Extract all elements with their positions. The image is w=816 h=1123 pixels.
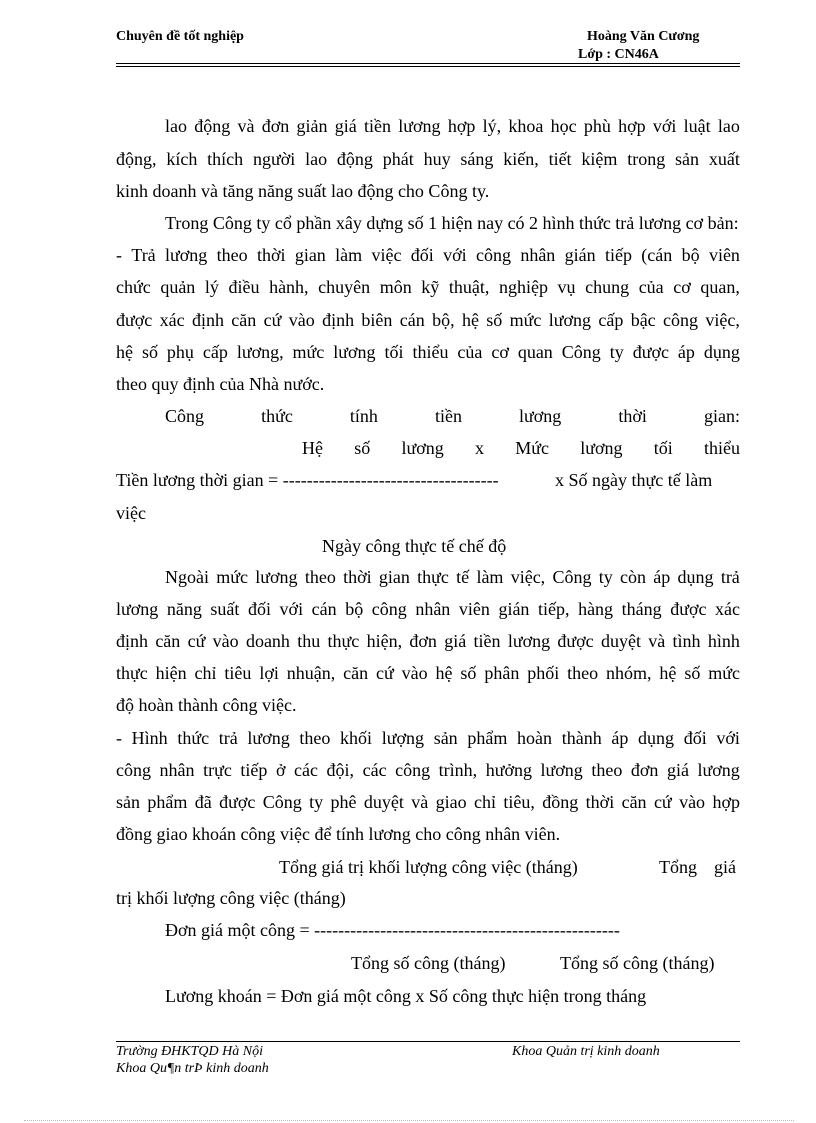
word: hiện (155, 663, 187, 683)
word: bậc (630, 310, 656, 330)
word: cơ (673, 277, 691, 297)
word: hành, (269, 277, 309, 297)
word: bộ (345, 599, 364, 619)
word: giá (666, 760, 689, 780)
word: nhân (159, 760, 195, 780)
word: được (632, 342, 669, 362)
word: tiêu (224, 663, 252, 683)
word: kích (166, 149, 198, 169)
body-line: kinh doanh và tăng năng suất lao động cho Công ty. (116, 181, 490, 201)
word: biên (361, 310, 393, 330)
word: Ngoài (165, 567, 209, 587)
word: với (443, 245, 467, 265)
word: luật (683, 116, 711, 136)
word: khối (340, 728, 373, 748)
word: hệ (461, 310, 479, 330)
word: Hình (131, 728, 168, 748)
word: quan, (700, 277, 740, 297)
word: lao (717, 116, 740, 136)
word: kiến, (503, 149, 539, 169)
body-line: đồng giao khoán công việc để tính lương cho công nhân viên. (116, 824, 561, 844)
word: gian (378, 567, 410, 587)
word: phẩm (147, 792, 188, 812)
word: mức (509, 310, 542, 330)
word: tối (384, 342, 404, 362)
body-line (116, 598, 740, 620)
word: xuất (708, 149, 740, 169)
word: công (663, 310, 699, 330)
word: các (294, 760, 318, 780)
body-line (116, 276, 740, 298)
word: tiêu, (503, 792, 535, 812)
word: đơn (409, 631, 437, 651)
word: bộ (681, 245, 700, 265)
word: lao (305, 149, 328, 169)
footer-faculty-garbled: Khoa Qu¶n trÞ kinh doanh (116, 1061, 269, 1076)
body-line (165, 566, 740, 588)
word: với (716, 728, 740, 748)
word: hoàn (517, 728, 553, 748)
word: Công (561, 342, 601, 362)
word: lương (255, 567, 298, 587)
word: môn (379, 277, 412, 297)
word: phẩm (467, 728, 508, 748)
word: (cán (641, 245, 673, 265)
formula-lhs: Đơn giá một công = --------------------------------------------------- (165, 920, 620, 940)
header-title: Chuyên đề tốt nghiệp (116, 29, 244, 44)
word: khoa (508, 116, 544, 136)
word: doanh (245, 631, 290, 651)
word: cơ (491, 342, 509, 362)
word: phê (330, 792, 357, 812)
word: đơn (261, 116, 290, 136)
word: và (648, 631, 666, 651)
word: lợi (259, 663, 279, 683)
word: nhân (415, 599, 451, 619)
word: làm (335, 245, 363, 265)
formula-caption: Công thức tính tiền lương thời gian: (165, 406, 740, 426)
word: thành (561, 728, 602, 748)
word: chung (585, 277, 630, 297)
word: hàng (578, 599, 614, 619)
word: phối (527, 663, 560, 683)
word: mức (216, 567, 249, 587)
word: còn (620, 567, 647, 587)
word: cứ (187, 631, 206, 651)
word: và (237, 116, 255, 136)
word: áp (653, 567, 671, 587)
word: ty (309, 792, 324, 812)
word: lương (247, 728, 290, 748)
word: huy (423, 149, 451, 169)
word: kiệm (581, 149, 618, 169)
body-line (116, 148, 740, 170)
word: cứ (376, 663, 394, 683)
word: trả (218, 728, 238, 748)
word: lương (548, 310, 592, 330)
word: sản (675, 149, 700, 169)
formula-denominator: Ngày công thực tế chế độ (322, 536, 507, 556)
word: tiếp (604, 245, 632, 265)
word: thực (116, 663, 148, 683)
word: viên (708, 245, 740, 265)
word: giao (435, 792, 467, 812)
word: mức (292, 342, 325, 362)
word: sản (116, 792, 140, 812)
body-line (116, 759, 740, 781)
word: động, (116, 149, 157, 169)
word: theo (216, 245, 248, 265)
word: người (252, 149, 296, 169)
word: việc, (510, 567, 546, 587)
word: ty (609, 342, 624, 362)
word: Trả (131, 245, 156, 265)
word: chỉ (474, 792, 497, 812)
header-author: Hoàng Văn Cương (587, 29, 700, 44)
word: quan (517, 342, 553, 362)
word: - (116, 728, 122, 748)
formula-denominator-b: Tổng số công (tháng) (560, 953, 715, 973)
word: đối (247, 599, 271, 619)
word: thu (297, 631, 321, 651)
word: thực (417, 567, 449, 587)
word: ty (598, 567, 613, 587)
word: áp (677, 342, 695, 362)
word: căn (343, 663, 369, 683)
word: lương (507, 631, 551, 651)
word: lý, (482, 116, 502, 136)
word: nhóm, (606, 663, 652, 683)
word: sản (433, 728, 458, 748)
footer-school: Trường ĐHKTQD Hà Nội (116, 1044, 263, 1059)
word: tình (672, 631, 701, 651)
word: cấp (598, 310, 624, 330)
word: - (116, 245, 122, 265)
body-line (116, 791, 740, 813)
footer-divider (116, 1041, 740, 1042)
word: số (486, 310, 503, 330)
word: giá (334, 116, 357, 136)
word: vào (679, 792, 706, 812)
word: đội, (326, 760, 355, 780)
word: tế (456, 567, 470, 587)
word: chỉ (194, 663, 217, 683)
word: theo (591, 760, 623, 780)
word: các (362, 760, 387, 780)
word: theo (567, 663, 599, 683)
body-line (116, 309, 740, 331)
word: làm (476, 567, 504, 587)
body-line (165, 115, 740, 137)
word: hệ (435, 663, 453, 683)
word: của (638, 277, 664, 297)
word: trong (627, 149, 666, 169)
formula-result: Lương khoán = Đơn giá một công x Số công thực hiện trong tháng (165, 986, 647, 1006)
word: của (457, 342, 483, 362)
word: năng (166, 599, 202, 619)
word: trình, (438, 760, 478, 780)
header-class: Lớp : CN46A (578, 47, 659, 62)
word: được (670, 599, 707, 619)
word: lương (540, 760, 583, 780)
word: Công (552, 567, 592, 587)
word: động (336, 149, 373, 169)
formula-numerator-b: Tổng (659, 857, 697, 877)
word: xác (159, 310, 185, 330)
word: hiện, (366, 631, 403, 651)
word: gian (294, 245, 326, 265)
word: dụng (638, 728, 675, 748)
word: công (395, 760, 431, 780)
word: đơn (630, 760, 659, 780)
word: gián (564, 245, 596, 265)
word: định (322, 310, 355, 330)
word: vụ (557, 277, 576, 297)
word: với (652, 116, 677, 136)
body-line (116, 662, 740, 684)
word: lương (398, 116, 441, 136)
word: lương (165, 245, 208, 265)
word: theo (299, 728, 331, 748)
word: đã (194, 792, 212, 812)
formula-multiplier: x Số ngày thực tế làm (555, 470, 713, 490)
word: học (550, 116, 577, 136)
word: lương (333, 342, 376, 362)
word: được (219, 792, 256, 812)
word: tiền (473, 631, 501, 651)
word: Công (262, 792, 302, 812)
word: dụng (703, 342, 740, 362)
word: nghiệp (498, 277, 548, 297)
word: trả (720, 567, 740, 587)
word: công (475, 245, 511, 265)
word: xác (715, 599, 740, 619)
word: đồng (542, 792, 579, 812)
word: sáng (460, 149, 494, 169)
word: điều (228, 277, 260, 297)
word: phát (382, 149, 414, 169)
word: theo (304, 567, 336, 587)
word: chức (116, 277, 151, 297)
formula-numerator: Hệ số lương x Mức lương tối thiểu (302, 438, 740, 458)
word: chuyên (318, 277, 371, 297)
word: quản (160, 277, 196, 297)
word: đối (683, 728, 707, 748)
body-line (116, 630, 740, 652)
word: tiếp (240, 760, 268, 780)
word: phân (484, 663, 520, 683)
word: cấp (202, 342, 228, 362)
word: định (191, 310, 224, 330)
word: viên (458, 599, 490, 619)
word: tiếp, (538, 599, 570, 619)
word: hợp (618, 116, 646, 136)
word: và (411, 792, 429, 812)
word: duyệt (600, 631, 641, 651)
word: được (116, 310, 153, 330)
word: phụ (166, 342, 194, 362)
word: với (279, 599, 304, 619)
page-edge (24, 1120, 794, 1121)
word: lương, (236, 342, 284, 362)
body-line: Trong Công ty cổ phần xây dựng số 1 hiện nay có 2 hình thức trả lương cơ bản: (165, 213, 739, 233)
word: giản (296, 116, 328, 136)
body-line (116, 341, 740, 363)
word: suất (210, 599, 240, 619)
word: duyệt (363, 792, 404, 812)
word: hợp (447, 116, 476, 136)
word: hưởng (485, 760, 532, 780)
word: áp (611, 728, 629, 748)
word: thích (207, 149, 244, 169)
word: đối (410, 245, 434, 265)
word: lao (165, 116, 187, 136)
formula-continuation: việc (116, 503, 146, 523)
word: phù (583, 116, 611, 136)
body-line (116, 244, 740, 266)
word: cứ (653, 792, 672, 812)
word: trực (203, 760, 232, 780)
word: lương (697, 760, 740, 780)
word: dụng (677, 567, 714, 587)
word: căn (155, 631, 181, 651)
word: lý (204, 277, 219, 297)
word: cán (399, 310, 425, 330)
header-divider (116, 63, 740, 64)
word: thiểu (412, 342, 449, 362)
footer-faculty: Khoa Quản trị kinh doanh (512, 1044, 660, 1059)
word: công (371, 599, 407, 619)
word: nhuận, (286, 663, 336, 683)
word: vào (212, 631, 239, 651)
word: cứ (263, 310, 282, 330)
word: thời (585, 792, 615, 812)
word: thuật, (448, 277, 490, 297)
word: định (116, 631, 149, 651)
word: số (460, 663, 477, 683)
word: được (557, 631, 594, 651)
word: động (194, 116, 231, 136)
body-line: theo quy định của Nhà nước. (116, 374, 325, 394)
word: tiết (548, 149, 572, 169)
word: mức (708, 663, 740, 683)
formula-continuation: trị khối lượng công việc (tháng) (116, 888, 346, 908)
word: vào (288, 310, 315, 330)
word: hệ (116, 342, 133, 362)
word: thực (327, 631, 360, 651)
word: gián (498, 599, 530, 619)
formula-lhs: Tiền lương thời gian = ------------------------------------ (116, 470, 499, 490)
word: thức (177, 728, 210, 748)
word: vào (401, 663, 428, 683)
formula-denominator: Tổng số công (tháng) (351, 953, 506, 973)
word: tháng (621, 599, 662, 619)
word: hợp (712, 792, 740, 812)
word: căn (621, 792, 647, 812)
word: lương (116, 599, 159, 619)
formula-numerator-c: giá (714, 857, 736, 877)
word: thời (256, 245, 286, 265)
word: nhân (520, 245, 556, 265)
word: căn (231, 310, 257, 330)
word: hình (707, 631, 740, 651)
header-divider-thin (116, 66, 740, 67)
word: số (684, 663, 701, 683)
formula-numerator: Tổng giá trị khối lượng công việc (tháng) (279, 857, 578, 877)
word: tiền (364, 116, 392, 136)
body-line: độ hoàn thành công việc. (116, 695, 297, 715)
word: cán (311, 599, 337, 619)
word: số (141, 342, 158, 362)
word: hệ (659, 663, 677, 683)
word: kỹ (421, 277, 440, 297)
word: ở (275, 760, 286, 780)
word: giá (444, 631, 467, 651)
word: bộ, (432, 310, 455, 330)
body-line (116, 727, 740, 749)
word: công (116, 760, 151, 780)
word: thời (343, 567, 372, 587)
word: lượng (381, 728, 425, 748)
word: việc, (705, 310, 740, 330)
word: việc (371, 245, 402, 265)
